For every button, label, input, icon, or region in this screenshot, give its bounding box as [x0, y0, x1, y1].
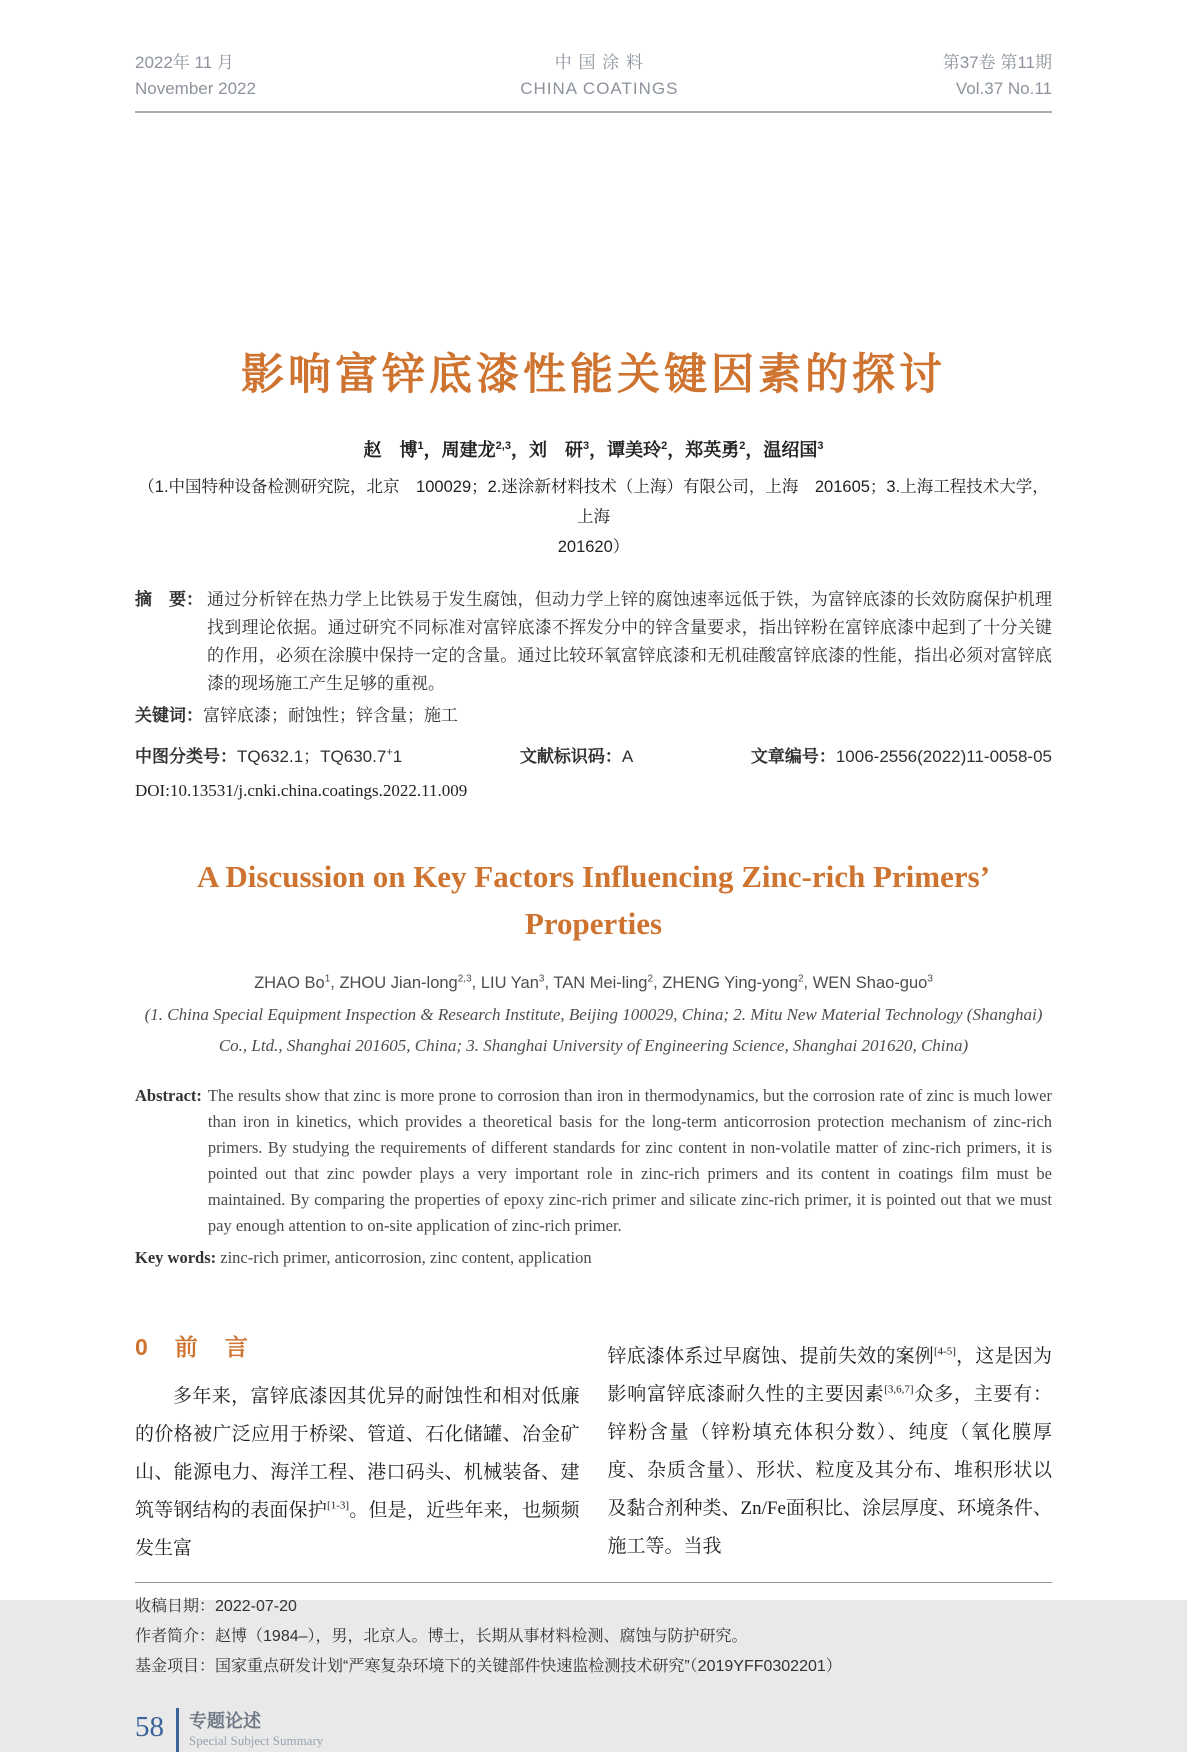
paragraph-text: 众多，主要有：锌粉含量（锌粉填充体积分数）、纯度（氧化膜厚度、杂质含量）、形状、粒度及其分布、堆积形状以及黏合剂种类、Zn/Fe面积比、涂层厚度、环境条件、施工等。当我 [607, 1383, 1052, 1557]
keywords-en-text: zinc-rich primer, anticorrosion, zinc content, application [220, 1247, 592, 1267]
author-cn [763, 440, 823, 460]
classification-row [135, 742, 1052, 767]
clc-value: TQ632.1；TQ630.7 [237, 747, 387, 766]
body-column-left [135, 1329, 580, 1568]
author-sup: 2 [797, 973, 804, 984]
author-name: 刘 研 [528, 440, 583, 460]
keywords-cn-text: 富锌底漆；耐蚀性；锌含量；施工 [203, 706, 458, 725]
abstract-cn-label: 摘 要： [135, 590, 203, 609]
article-title-en-line1: A Discussion on Key Factors Influencing Zinc-rich Primers’ [196, 859, 991, 894]
page-number: 58 [135, 1711, 164, 1743]
author-separator: ， [423, 440, 442, 460]
footnote-fund-label: 基金项目： [135, 1657, 216, 1675]
abstract-en-label: Abstract: [135, 1085, 202, 1105]
footer-divider-bar [176, 1708, 179, 1752]
footnote-received-label: 收稿日期： [135, 1597, 216, 1615]
author-name: TAN Mei-ling [553, 973, 648, 992]
author-separator: , [653, 973, 663, 992]
section-heading-intro: 0 前 言 [135, 1333, 250, 1360]
column-title-en: Special Subject Summary [189, 1733, 324, 1748]
author-separator: , [330, 973, 340, 992]
authors-cn [135, 436, 1052, 462]
affiliation-cn [135, 472, 1052, 562]
header-issue-en: Vol.37 No.11 [955, 79, 1052, 98]
author-sup: 3 [582, 440, 590, 452]
paragraph-text: 。但是，近些年来，也频频发生富 [135, 1499, 580, 1559]
body-column-right [608, 1329, 1053, 1568]
affiliation-en-line1: (1. China Special Equipment Inspection & Research Institute, Beijing 100029, China; 2. Mitu New Material Technology (Shanghai) [144, 1004, 1043, 1024]
affiliation-en [135, 999, 1052, 1061]
citation-ref: [4-5] [933, 1345, 956, 1358]
author-name: 郑英勇 [685, 440, 740, 460]
header-date-en: November 2022 [135, 79, 256, 98]
article-title-en-line2: Properties [524, 906, 663, 941]
page-footer [135, 1708, 1052, 1752]
affiliation-cn-line1: （1.中国特种设备检测研究院，北京 100029；2.迷涂新材料技术（上海）有限公司，上海 201605；3.上海工程技术大学，上海 [138, 478, 1049, 526]
author-sup: 3 [817, 440, 824, 452]
paragraph-text: 多年来，富锌底漆因其优异的耐蚀性和相对低廉的价格被广泛应用于桥梁、管道、石化储罐、冶金矿山、能源电力、海洋工程、港口码头、机械装备、建筑等钢结构的表面保护 [135, 1385, 580, 1521]
author-sup: 1 [324, 973, 331, 984]
clc-superscript: + [386, 746, 393, 759]
header-journal-name [520, 50, 678, 102]
author-cn [685, 440, 745, 460]
author-sup: 2,3 [457, 973, 472, 984]
author-name: 温绍国 [763, 440, 818, 460]
author-cn [607, 440, 667, 460]
author-name: ZHOU Jian-long [339, 973, 458, 992]
author-cn [529, 440, 589, 460]
intro-paragraph-right [608, 1338, 1053, 1566]
intro-paragraph-left [135, 1378, 580, 1568]
footnote-bio [135, 1622, 1052, 1652]
document-code-value: A [621, 747, 634, 766]
keywords-en-label: Key words: [135, 1247, 217, 1267]
author-sup: 2 [647, 973, 654, 984]
article-title-cn: 影响富锌底漆性能关键因素的探讨 [241, 351, 946, 399]
document-code-label: 文献标识码： [519, 747, 622, 766]
author-sup: 2 [661, 440, 668, 452]
author-en [553, 974, 653, 992]
author-name: LIU Yan [480, 973, 539, 992]
header-issue-cn: 第37卷 第11期 [942, 53, 1052, 72]
author-separator: ， [667, 440, 686, 460]
abstract-cn [135, 586, 1052, 698]
article-id-label: 文章编号： [750, 747, 836, 766]
clc-label: 中图分类号： [135, 747, 237, 766]
author-separator: ， [745, 440, 764, 460]
paragraph-text: ，这是因为影响富锌底漆耐久性的主要因素 [607, 1345, 1052, 1405]
clc-number [135, 742, 402, 767]
column-title-cn: 专题论述 [189, 1711, 261, 1731]
abstract-cn-text: 通过分析锌在热力学上比铁易于发生腐蚀，但动力学上锌的腐蚀速率远低于铁，为富锌底漆的长效防腐保护机理找到理论依据。通过研究不同标准对富锌底漆不挥发分中的锌含量要求，指出锌粉在富锌底漆中起到了十分关键的作用，必须在涂膜中保持一定的含量。通过比较环氧富锌底漆和无机硅酸富锌底漆的性能，指出必须对富锌底漆的现场施工产生足够的重视。 [207, 590, 1052, 693]
author-name: 谭美玲 [607, 440, 662, 460]
author-en [254, 974, 330, 992]
author-name: ZHENG Ying-yong [662, 973, 798, 992]
document-code [520, 742, 633, 767]
journal-name-en: CHINA COATINGS [520, 79, 679, 98]
author-cn [442, 440, 511, 460]
abstract-en-text: The results show that zinc is more prone to corrosion than iron in thermodynamics, but the corrosion rate of zinc is much lower than iron in kinetics, which provides a theoretical basis for the long-term anticorrosion protection mechanism of zinc-rich primers. By studying the requirements of different standards for zinc content in non-volatile matter of zinc-rich primers, it is pointed out that zinc powder plays a very important role in zinc-rich primers and its content in coatings film must be maintained. By comparing the properties of epoxy zinc-rich primer and silicate zinc-rich primer, it is pointed out that we must pay enough attention to on-site application of zinc-rich primer. [207, 1085, 1052, 1235]
author-separator: , [544, 973, 554, 992]
author-separator: , [471, 973, 481, 992]
author-en [662, 974, 803, 992]
author-sup: 3 [538, 973, 545, 984]
author-cn [364, 440, 424, 460]
author-en [339, 974, 471, 992]
author-separator: , [803, 973, 813, 992]
header-issue [943, 50, 1052, 102]
keywords-cn-label: 关键词： [135, 706, 203, 725]
article-id [751, 742, 1052, 767]
affiliation-en-line2: Co., Ltd., Shanghai 201605, China; 3. Shanghai University of Engineering Science, Shanghai 201620, China) [218, 1035, 969, 1055]
footnotes [135, 1592, 1052, 1682]
footnote-divider [135, 1582, 1052, 1583]
author-sup: 2 [739, 440, 746, 452]
keywords-en [135, 1245, 1052, 1271]
author-name: ZHAO Bo [254, 973, 325, 992]
author-separator: ， [589, 440, 608, 460]
body-columns [135, 1329, 1052, 1568]
affiliation-cn-line2: 201620） [557, 538, 630, 556]
journal-name-cn: 中 国 涂 料 [554, 53, 644, 72]
keywords-cn [135, 702, 1052, 730]
author-name: 赵 博 [363, 440, 418, 460]
authors-en [135, 973, 1052, 993]
author-name: WEN Shao-guo [812, 973, 928, 992]
column-title [189, 1710, 323, 1749]
author-name: 周建龙 [441, 440, 496, 460]
author-sup: 1 [417, 440, 424, 452]
citation-ref: [3,6,7] [884, 1383, 914, 1396]
author-en [813, 974, 933, 992]
footnote-fund-value: 国家重点研发计划“严寒复杂环境下的关键部件快速监检测技术研究”（2019YFF0302201） [215, 1657, 842, 1675]
header-date-cn: 2022年 11 月 [135, 53, 234, 72]
doi: DOI:10.13531/j.cnki.china.coatings.2022.11.009 [135, 781, 468, 800]
paragraph-text: 锌底漆体系过早腐蚀、提前失效的案例 [607, 1345, 934, 1367]
author-separator: ， [510, 440, 529, 460]
journal-header [135, 0, 1052, 113]
author-sup: 2,3 [495, 440, 511, 452]
article-title-en [135, 853, 1052, 947]
clc-value-suffix: 1 [392, 747, 403, 766]
author-sup: 3 [927, 973, 933, 984]
footnote-bio-label: 作者简介： [135, 1627, 216, 1645]
footnote-received-value: 2022-07-20 [215, 1597, 297, 1615]
abstract-en [135, 1083, 1052, 1239]
header-date [135, 50, 256, 102]
footnote-received [135, 1592, 1052, 1622]
author-en [481, 974, 545, 992]
footnote-bio-value: 赵博（1984–），男，北京人。博士，长期从事材料检测、腐蚀与防护研究。 [215, 1627, 748, 1645]
citation-ref: [1-3] [327, 1499, 350, 1512]
footnote-fund [135, 1652, 1052, 1682]
article-id-value: 1006-2556(2022)11-0058-05 [835, 747, 1052, 766]
